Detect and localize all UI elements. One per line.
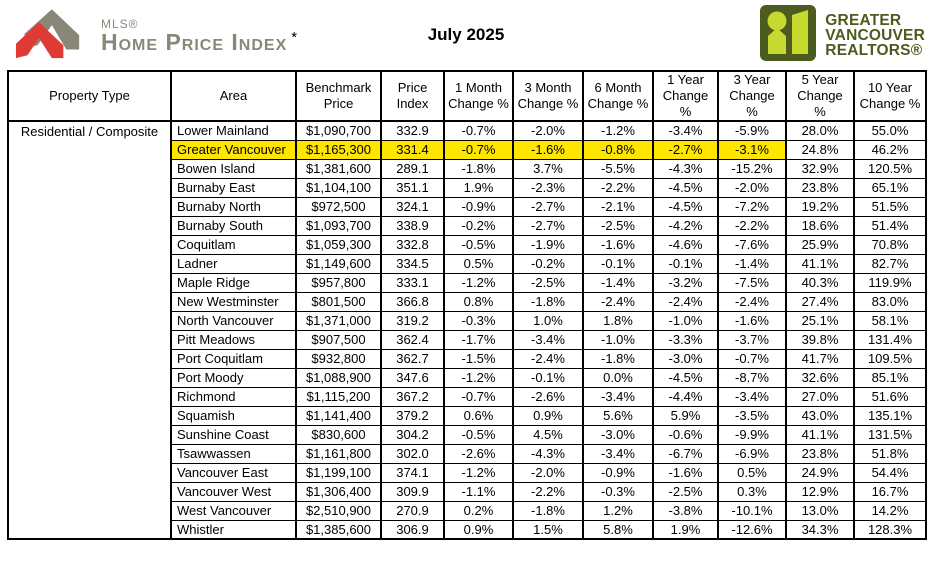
change-3y-cell: 0.5% xyxy=(718,463,786,482)
change-10y-cell: 58.1% xyxy=(854,311,926,330)
benchmark-price-cell: $1,088,900 xyxy=(296,368,381,387)
mls-hpi-logo xyxy=(7,5,297,66)
change-10y-cell: 46.2% xyxy=(854,140,926,159)
change-1m-cell: 0.2% xyxy=(444,501,513,520)
change-10y-cell: 131.4% xyxy=(854,330,926,349)
change-1m-cell: -1.2% xyxy=(444,368,513,387)
change-6m-cell: -1.4% xyxy=(583,273,653,292)
change-1y-cell: -4.6% xyxy=(653,235,718,254)
change-3y-cell: -9.9% xyxy=(718,425,786,444)
change-1m-cell: -1.1% xyxy=(444,482,513,501)
change-6m-cell: -2.2% xyxy=(583,178,653,197)
change-1m-cell: 0.6% xyxy=(444,406,513,425)
change-1m-cell: -1.2% xyxy=(444,463,513,482)
property-type-cell: Residential / Composite xyxy=(8,121,171,539)
change-1m-cell: -1.2% xyxy=(444,273,513,292)
change-6m-cell: -3.4% xyxy=(583,387,653,406)
change-5y-cell: 41.7% xyxy=(786,349,854,368)
change-1y-cell: -4.5% xyxy=(653,197,718,216)
change-5y-cell: 24.8% xyxy=(786,140,854,159)
column-header-benchmark-price: Benchmark Price xyxy=(296,71,381,121)
change-6m-cell: -0.1% xyxy=(583,254,653,273)
column-header-1-month: 1 Month Change % xyxy=(444,71,513,121)
change-10y-cell: 83.0% xyxy=(854,292,926,311)
change-1m-cell: -0.5% xyxy=(444,425,513,444)
change-6m-cell: 5.6% xyxy=(583,406,653,425)
change-1m-cell: -0.7% xyxy=(444,121,513,140)
change-10y-cell: 51.5% xyxy=(854,197,926,216)
change-10y-cell: 51.6% xyxy=(854,387,926,406)
change-5y-cell: 34.3% xyxy=(786,520,854,539)
change-3m-cell: 1.5% xyxy=(513,520,583,539)
price-index-cell: 319.2 xyxy=(381,311,444,330)
change-1y-cell: -2.7% xyxy=(653,140,718,159)
price-index-cell: 334.5 xyxy=(381,254,444,273)
change-3y-cell: -3.7% xyxy=(718,330,786,349)
change-1y-cell: -3.8% xyxy=(653,501,718,520)
change-1m-cell: -1.7% xyxy=(444,330,513,349)
change-1y-cell: -4.5% xyxy=(653,368,718,387)
change-6m-cell: -2.5% xyxy=(583,216,653,235)
benchmark-price-cell: $1,141,400 xyxy=(296,406,381,425)
change-6m-cell: -2.1% xyxy=(583,197,653,216)
change-3y-cell: -7.6% xyxy=(718,235,786,254)
change-1m-cell: 0.5% xyxy=(444,254,513,273)
change-5y-cell: 19.2% xyxy=(786,197,854,216)
change-3y-cell: -7.2% xyxy=(718,197,786,216)
area-cell: Tsawwassen xyxy=(171,444,296,463)
change-1m-cell: -0.9% xyxy=(444,197,513,216)
benchmark-price-cell: $1,306,400 xyxy=(296,482,381,501)
change-1y-cell: 5.9% xyxy=(653,406,718,425)
hpi-title: Home Price Index xyxy=(101,29,288,55)
change-3y-cell: -2.0% xyxy=(718,178,786,197)
change-3y-cell: -8.7% xyxy=(718,368,786,387)
change-6m-cell: -0.9% xyxy=(583,463,653,482)
change-3m-cell: 3.7% xyxy=(513,159,583,178)
change-3y-cell: 0.3% xyxy=(718,482,786,501)
benchmark-price-cell: $1,385,600 xyxy=(296,520,381,539)
change-1m-cell: 0.8% xyxy=(444,292,513,311)
change-5y-cell: 25.9% xyxy=(786,235,854,254)
price-index-cell: 379.2 xyxy=(381,406,444,425)
price-index-cell: 309.9 xyxy=(381,482,444,501)
change-1y-cell: -4.3% xyxy=(653,159,718,178)
change-3m-cell: -0.1% xyxy=(513,368,583,387)
column-header-price-index: Price Index xyxy=(381,71,444,121)
change-5y-cell: 12.9% xyxy=(786,482,854,501)
area-cell: Burnaby North xyxy=(171,197,296,216)
change-3y-cell: -10.1% xyxy=(718,501,786,520)
area-cell: Squamish xyxy=(171,406,296,425)
change-3m-cell: -2.4% xyxy=(513,349,583,368)
change-10y-cell: 51.4% xyxy=(854,216,926,235)
report-month-title: July 2025 xyxy=(427,25,505,44)
price-index-cell: 331.4 xyxy=(381,140,444,159)
area-cell: Lower Mainland xyxy=(171,121,296,140)
benchmark-price-cell: $1,371,000 xyxy=(296,311,381,330)
benchmark-price-cell: $830,600 xyxy=(296,425,381,444)
change-3y-cell: -2.2% xyxy=(718,216,786,235)
change-10y-cell: 54.4% xyxy=(854,463,926,482)
change-10y-cell: 16.7% xyxy=(854,482,926,501)
change-3m-cell: 1.0% xyxy=(513,311,583,330)
change-6m-cell: -0.8% xyxy=(583,140,653,159)
change-10y-cell: 131.5% xyxy=(854,425,926,444)
change-6m-cell: -1.2% xyxy=(583,121,653,140)
change-6m-cell: -3.0% xyxy=(583,425,653,444)
change-1m-cell: 1.9% xyxy=(444,178,513,197)
benchmark-price-cell: $801,500 xyxy=(296,292,381,311)
change-1y-cell: -1.0% xyxy=(653,311,718,330)
change-3m-cell: -2.0% xyxy=(513,463,583,482)
column-header-6-month: 6 Month Change % xyxy=(583,71,653,121)
benchmark-price-cell: $2,510,900 xyxy=(296,501,381,520)
change-3m-cell: -2.7% xyxy=(513,197,583,216)
change-5y-cell: 32.9% xyxy=(786,159,854,178)
column-header-1-year: 1 Year Change % xyxy=(653,71,718,121)
change-5y-cell: 13.0% xyxy=(786,501,854,520)
column-header-3-year: 3 Year Change % xyxy=(718,71,786,121)
change-1m-cell: 0.9% xyxy=(444,520,513,539)
area-cell: Burnaby East xyxy=(171,178,296,197)
change-3m-cell: -1.6% xyxy=(513,140,583,159)
area-cell: Pitt Meadows xyxy=(171,330,296,349)
mls-houses-icon xyxy=(7,5,91,66)
change-3y-cell: -7.5% xyxy=(718,273,786,292)
benchmark-price-cell: $1,165,300 xyxy=(296,140,381,159)
price-index-cell: 302.0 xyxy=(381,444,444,463)
change-1y-cell: -3.0% xyxy=(653,349,718,368)
change-10y-cell: 14.2% xyxy=(854,501,926,520)
area-cell: Coquitlam xyxy=(171,235,296,254)
benchmark-price-cell: $1,161,800 xyxy=(296,444,381,463)
benchmark-price-cell: $957,800 xyxy=(296,273,381,292)
change-3m-cell: -2.6% xyxy=(513,387,583,406)
benchmark-price-cell: $1,115,200 xyxy=(296,387,381,406)
change-3m-cell: -2.2% xyxy=(513,482,583,501)
change-3m-cell: -2.5% xyxy=(513,273,583,292)
change-6m-cell: -1.6% xyxy=(583,235,653,254)
change-6m-cell: 1.8% xyxy=(583,311,653,330)
change-10y-cell: 55.0% xyxy=(854,121,926,140)
mls-label: MLS® xyxy=(101,17,139,31)
price-index-cell: 366.8 xyxy=(381,292,444,311)
area-cell: Greater Vancouver xyxy=(171,140,296,159)
change-10y-cell: 51.8% xyxy=(854,444,926,463)
benchmark-price-cell: $972,500 xyxy=(296,197,381,216)
change-1m-cell: -0.5% xyxy=(444,235,513,254)
change-10y-cell: 135.1% xyxy=(854,406,926,425)
gvr-word-line3: REALTORS® xyxy=(825,41,923,59)
change-6m-cell: -2.4% xyxy=(583,292,653,311)
change-5y-cell: 23.8% xyxy=(786,444,854,463)
price-index-cell: 324.1 xyxy=(381,197,444,216)
header-row xyxy=(8,71,926,121)
benchmark-price-cell: $1,381,600 xyxy=(296,159,381,178)
change-3m-cell: -4.3% xyxy=(513,444,583,463)
change-10y-cell: 120.5% xyxy=(854,159,926,178)
change-3m-cell: -3.4% xyxy=(513,330,583,349)
benchmark-price-cell: $1,090,700 xyxy=(296,121,381,140)
change-6m-cell: -0.3% xyxy=(583,482,653,501)
change-10y-cell: 70.8% xyxy=(854,235,926,254)
gvr-word-line1: GREATER xyxy=(825,11,902,29)
change-3m-cell: -2.7% xyxy=(513,216,583,235)
area-cell: Sunshine Coast xyxy=(171,425,296,444)
change-5y-cell: 25.1% xyxy=(786,311,854,330)
benchmark-price-cell: $1,199,100 xyxy=(296,463,381,482)
area-cell: New Westminster xyxy=(171,292,296,311)
change-1m-cell: -1.5% xyxy=(444,349,513,368)
area-cell: Port Moody xyxy=(171,368,296,387)
report-header xyxy=(0,0,932,70)
change-5y-cell: 43.0% xyxy=(786,406,854,425)
hpi-table-body xyxy=(8,121,926,539)
gvr-mark-icon xyxy=(760,5,816,66)
change-3m-cell: 0.9% xyxy=(513,406,583,425)
change-1m-cell: -0.7% xyxy=(444,387,513,406)
benchmark-price-cell: $1,059,300 xyxy=(296,235,381,254)
change-6m-cell: -5.5% xyxy=(583,159,653,178)
hpi-table-header xyxy=(8,71,926,121)
column-header-3-month: 3 Month Change % xyxy=(513,71,583,121)
change-5y-cell: 41.1% xyxy=(786,254,854,273)
gvr-logo xyxy=(760,5,925,66)
benchmark-price-cell: $932,800 xyxy=(296,349,381,368)
price-index-cell: 304.2 xyxy=(381,425,444,444)
change-1y-cell: -4.4% xyxy=(653,387,718,406)
area-cell: Burnaby South xyxy=(171,216,296,235)
change-5y-cell: 41.1% xyxy=(786,425,854,444)
change-1y-cell: -1.6% xyxy=(653,463,718,482)
area-cell: Vancouver East xyxy=(171,463,296,482)
change-3m-cell: -1.8% xyxy=(513,292,583,311)
area-cell: West Vancouver xyxy=(171,501,296,520)
benchmark-price-cell: $1,104,100 xyxy=(296,178,381,197)
change-6m-cell: -1.8% xyxy=(583,349,653,368)
hpi-table xyxy=(7,70,927,540)
change-5y-cell: 18.6% xyxy=(786,216,854,235)
price-index-cell: 333.1 xyxy=(381,273,444,292)
change-1y-cell: -4.2% xyxy=(653,216,718,235)
change-3m-cell: -2.0% xyxy=(513,121,583,140)
change-10y-cell: 109.5% xyxy=(854,349,926,368)
area-cell: North Vancouver xyxy=(171,311,296,330)
gvr-word-line2: VANCOUVER xyxy=(825,26,925,44)
change-3y-cell: -3.1% xyxy=(718,140,786,159)
price-index-cell: 367.2 xyxy=(381,387,444,406)
column-header-property-type: Property Type xyxy=(8,71,171,121)
price-index-cell: 332.8 xyxy=(381,235,444,254)
change-5y-cell: 40.3% xyxy=(786,273,854,292)
benchmark-price-cell: $1,093,700 xyxy=(296,216,381,235)
change-1m-cell: -1.8% xyxy=(444,159,513,178)
change-5y-cell: 39.8% xyxy=(786,330,854,349)
area-cell: Richmond xyxy=(171,387,296,406)
change-5y-cell: 32.6% xyxy=(786,368,854,387)
mls-hpi-wordmark xyxy=(101,17,297,53)
area-cell: Port Coquitlam xyxy=(171,349,296,368)
column-header-10-year: 10 Year Change % xyxy=(854,71,926,121)
change-1m-cell: -2.6% xyxy=(444,444,513,463)
change-3m-cell: -0.2% xyxy=(513,254,583,273)
change-1y-cell: -3.2% xyxy=(653,273,718,292)
price-index-cell: 270.9 xyxy=(381,501,444,520)
change-3y-cell: -15.2% xyxy=(718,159,786,178)
change-6m-cell: 0.0% xyxy=(583,368,653,387)
price-index-cell: 332.9 xyxy=(381,121,444,140)
change-3m-cell: -1.9% xyxy=(513,235,583,254)
change-6m-cell: 1.2% xyxy=(583,501,653,520)
change-3m-cell: -1.8% xyxy=(513,501,583,520)
change-3m-cell: 4.5% xyxy=(513,425,583,444)
change-10y-cell: 119.9% xyxy=(854,273,926,292)
benchmark-price-cell: $907,500 xyxy=(296,330,381,349)
price-index-cell: 374.1 xyxy=(381,463,444,482)
hpi-asterisk: * xyxy=(291,29,298,46)
change-3m-cell: -2.3% xyxy=(513,178,583,197)
change-5y-cell: 27.0% xyxy=(786,387,854,406)
change-6m-cell: -1.0% xyxy=(583,330,653,349)
change-1y-cell: -0.6% xyxy=(653,425,718,444)
price-index-cell: 306.9 xyxy=(381,520,444,539)
area-cell: Bowen Island xyxy=(171,159,296,178)
change-3y-cell: -1.4% xyxy=(718,254,786,273)
change-1y-cell: -2.4% xyxy=(653,292,718,311)
area-cell: Vancouver West xyxy=(171,482,296,501)
change-1y-cell: -4.5% xyxy=(653,178,718,197)
gvr-wordmark xyxy=(825,13,925,58)
benchmark-price-cell: $1,149,600 xyxy=(296,254,381,273)
change-6m-cell: 5.8% xyxy=(583,520,653,539)
price-index-cell: 362.7 xyxy=(381,349,444,368)
price-index-cell: 338.9 xyxy=(381,216,444,235)
table-row xyxy=(8,121,926,140)
change-1y-cell: -2.5% xyxy=(653,482,718,501)
change-1y-cell: -0.1% xyxy=(653,254,718,273)
change-5y-cell: 28.0% xyxy=(786,121,854,140)
change-1m-cell: -0.2% xyxy=(444,216,513,235)
change-3y-cell: -12.6% xyxy=(718,520,786,539)
change-10y-cell: 85.1% xyxy=(854,368,926,387)
change-1m-cell: -0.7% xyxy=(444,140,513,159)
change-3y-cell: -1.6% xyxy=(718,311,786,330)
change-1m-cell: -0.3% xyxy=(444,311,513,330)
change-3y-cell: -2.4% xyxy=(718,292,786,311)
change-6m-cell: -3.4% xyxy=(583,444,653,463)
change-5y-cell: 27.4% xyxy=(786,292,854,311)
column-header-area: Area xyxy=(171,71,296,121)
change-1y-cell: -3.4% xyxy=(653,121,718,140)
change-3y-cell: -5.9% xyxy=(718,121,786,140)
price-index-cell: 289.1 xyxy=(381,159,444,178)
change-3y-cell: -6.9% xyxy=(718,444,786,463)
change-3y-cell: -0.7% xyxy=(718,349,786,368)
area-cell: Ladner xyxy=(171,254,296,273)
change-1y-cell: -6.7% xyxy=(653,444,718,463)
price-index-cell: 362.4 xyxy=(381,330,444,349)
change-5y-cell: 23.8% xyxy=(786,178,854,197)
area-cell: Whistler xyxy=(171,520,296,539)
change-10y-cell: 65.1% xyxy=(854,178,926,197)
change-1y-cell: 1.9% xyxy=(653,520,718,539)
price-index-cell: 347.6 xyxy=(381,368,444,387)
area-cell: Maple Ridge xyxy=(171,273,296,292)
change-10y-cell: 82.7% xyxy=(854,254,926,273)
change-5y-cell: 24.9% xyxy=(786,463,854,482)
column-header-5-year: 5 Year Change % xyxy=(786,71,854,121)
price-index-cell: 351.1 xyxy=(381,178,444,197)
change-10y-cell: 128.3% xyxy=(854,520,926,539)
change-1y-cell: -3.3% xyxy=(653,330,718,349)
change-3y-cell: -3.5% xyxy=(718,406,786,425)
change-3y-cell: -3.4% xyxy=(718,387,786,406)
